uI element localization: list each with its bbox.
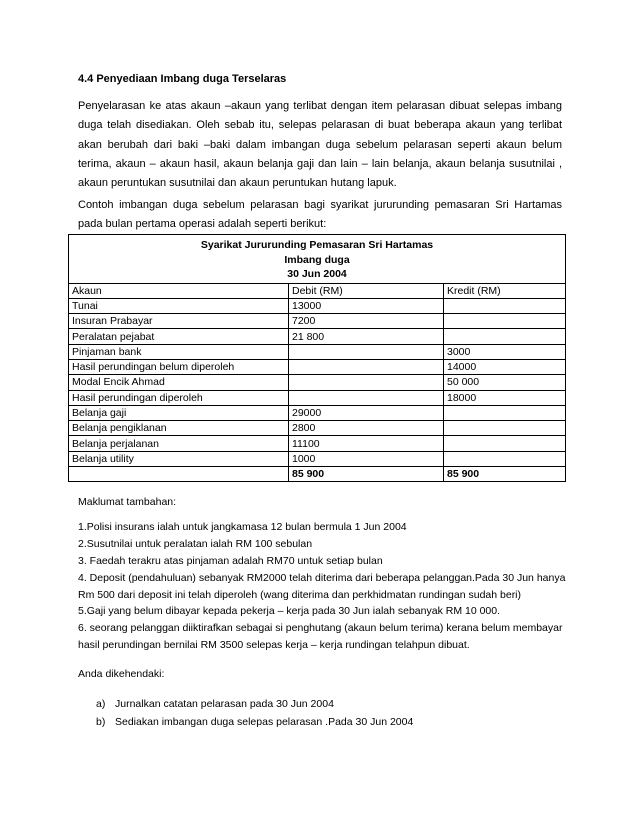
task-item xyxy=(96,698,334,710)
credit-cell: 3000 xyxy=(444,344,566,359)
task-text: Sediakan imbangan duga selepas pelarasan .Pada 30 Jun 2004 xyxy=(115,716,414,728)
account-cell: Modal Encik Ahmad xyxy=(69,375,289,390)
statement-name: Imbang duga xyxy=(284,253,350,266)
debit-cell: 1000 xyxy=(289,451,444,466)
company-name: Syarikat Jururunding Pemasaran Sri Hartamas xyxy=(200,239,434,251)
credit-cell xyxy=(444,405,566,420)
additional-info-heading: Maklumat tambahan: xyxy=(78,496,177,508)
task-label: b) xyxy=(96,716,106,728)
credit-cell: 50 000 xyxy=(444,375,566,390)
tasks-heading: Anda dikehendaki: xyxy=(78,668,165,680)
debit-cell: 29000 xyxy=(289,405,444,420)
totals-row xyxy=(69,467,566,482)
table-row xyxy=(69,375,566,390)
table-row xyxy=(69,359,566,374)
credit-total: 85 900 xyxy=(444,467,566,482)
account-cell: Peralatan pejabat xyxy=(69,329,289,344)
intro-paragraph: Penyelarasan ke atas akaun –akaun yang terlibat dengan item pelarasan dibuat selepas imbang duga telah disediakan. Oleh sebab itu, selepas pelarasan di buat beberapa akaun yang terlibat akan berubah dari baki –baki dalam imbangan duga sebelum pelarasan seperti akaun belum terima, akaun – akaun hasil, akaun belanja gaji dan lain – lain belanja, akaun belanja susutnilai , akaun peruntukan susutnilai dan akaun peruntukan hutang lapuk. xyxy=(78,100,562,190)
account-cell: Tunai xyxy=(69,298,289,313)
table-row xyxy=(69,436,566,451)
table-row xyxy=(69,421,566,436)
note-line: 6. seorang pelanggan diiktirafkan sebagai si penghutang (akaun belum terima) kerana belum membayar xyxy=(78,622,563,634)
credit-cell: 18000 xyxy=(444,390,566,405)
credit-cell xyxy=(444,298,566,313)
account-cell: Belanja perjalanan xyxy=(69,436,289,451)
debit-cell: 11100 xyxy=(289,436,444,451)
table-row xyxy=(69,390,566,405)
credit-cell xyxy=(444,451,566,466)
header-credit: Kredit (RM) xyxy=(444,283,566,298)
debit-cell: 13000 xyxy=(289,298,444,313)
table-row xyxy=(69,314,566,329)
note-line: 1.Polisi insurans ialah untuk jangkamasa 12 bulan bermula 1 Jun 2004 xyxy=(78,521,407,533)
task-item xyxy=(96,716,413,728)
note-line: 4. Deposit (pendahuluan) sebanyak RM2000 telah diterima dari beberapa pelanggan.Pada 30 Jun hanya xyxy=(78,572,566,584)
table-row xyxy=(69,329,566,344)
debit-cell: 7200 xyxy=(289,314,444,329)
table-row xyxy=(69,405,566,420)
table-row xyxy=(69,344,566,359)
credit-cell xyxy=(444,436,566,451)
section-heading: 4.4 Penyediaan Imbang duga Terselaras xyxy=(78,73,287,85)
note-line: 2.Susutnilai untuk peralatan ialah RM 100 sebulan xyxy=(78,538,313,550)
note-line: 5.Gaji yang belum dibayar kepada pekerja – kerja pada 30 Jun ialah sebanyak RM 10 000. xyxy=(78,605,501,617)
task-text: Jurnalkan catatan pelarasan pada 30 Jun 2004 xyxy=(115,698,334,710)
table-row xyxy=(69,451,566,466)
account-cell: Belanja gaji xyxy=(69,405,289,420)
table-title xyxy=(69,235,566,284)
credit-cell xyxy=(444,314,566,329)
task-label: a) xyxy=(96,698,106,710)
debit-cell: 21 800 xyxy=(289,329,444,344)
debit-total: 85 900 xyxy=(289,467,444,482)
account-cell: Hasil perundingan belum diperoleh xyxy=(69,359,289,374)
account-cell: Pinjaman bank xyxy=(69,344,289,359)
statement-date: 30 Jun 2004 xyxy=(287,268,347,280)
trial-balance-table xyxy=(68,234,566,482)
debit-cell xyxy=(289,390,444,405)
total-label-cell xyxy=(69,467,289,482)
debit-cell: 2800 xyxy=(289,421,444,436)
header-debit: Debit (RM) xyxy=(289,283,444,298)
account-cell: Insuran Prabayar xyxy=(69,314,289,329)
debit-cell xyxy=(289,375,444,390)
note-line: 3. Faedah terakru atas pinjaman adalah RM70 untuk setiap bulan xyxy=(78,555,383,567)
header-account: Akaun xyxy=(69,283,289,298)
debit-cell xyxy=(289,359,444,374)
table-header-row xyxy=(69,283,566,298)
example-paragraph: Contoh imbangan duga sebelum pelarasan bagi syarikat jururunding pemasaran Sri Hartamas pada bulan pertama operasi adalah seperti berikut: xyxy=(78,199,562,231)
table-row xyxy=(69,298,566,313)
debit-cell xyxy=(289,344,444,359)
credit-cell xyxy=(444,329,566,344)
credit-cell: 14000 xyxy=(444,359,566,374)
note-line: hasil perundingan bernilai RM 3500 selepas kerja – kerja rundingan telahpun dibuat. xyxy=(78,639,470,651)
credit-cell xyxy=(444,421,566,436)
account-cell: Belanja pengiklanan xyxy=(69,421,289,436)
account-cell: Hasil perundingan diperoleh xyxy=(69,390,289,405)
note-line: Rm 500 dari deposit ini telah diperoleh (wang diterima dan perkhidmatan rundingan sudah beri) xyxy=(78,589,522,601)
account-cell: Belanja utility xyxy=(69,451,289,466)
